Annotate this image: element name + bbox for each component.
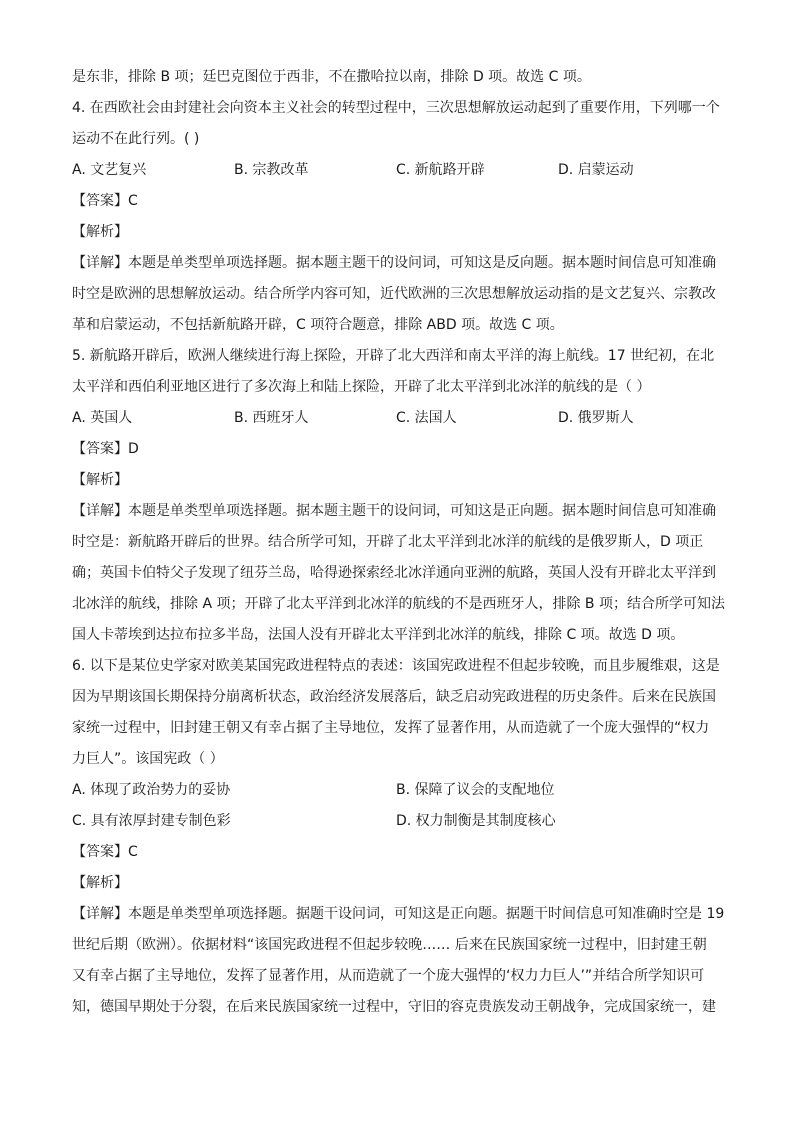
q5-option-a: A. 英国人 xyxy=(72,410,133,426)
q5-detail-line: 国人卡蒂埃到达拉布拉多半岛，法国人没有开辟北太平洋到北冰洋的航线，排除 C 项。故选 D 项。 xyxy=(72,627,685,643)
q5-answer: 【答案】D xyxy=(72,441,139,457)
q6-options-row-1 xyxy=(72,775,722,806)
intro-line: 是东非，排除 B 项；廷巴克图位于西非，不在撒哈拉以南，排除 D 项。故选 C 项。 xyxy=(72,69,591,85)
q6-stem-line: 因为早期该国长期保持分崩离析状态，政治经济发展落后，缺乏启动宪政进程的历史条件。后来在民族国 xyxy=(72,689,716,705)
q6-stem-line: 家统一过程中，旧封建王朝又有幸占据了主导地位，发挥了显著作用，从而造就了一个庞大强悍的“权力 xyxy=(72,720,710,736)
q4-answer: 【答案】C xyxy=(72,193,138,209)
q4-options xyxy=(72,155,722,186)
q5-option-d: D. 俄罗斯人 xyxy=(558,410,634,426)
q6-detail-line: 世纪后期（欧洲）。依据材料“该国宪政进程不但起步较晚…… 后来在民族国家统一过程中，旧封建王朝 xyxy=(72,937,707,953)
q5-detail-line: 【详解】本题是单类型单项选择题。据本题主题干的设问词，可知这是正向题。据本题时间信息可知准确 xyxy=(72,503,716,519)
q5-option-c: C. 法国人 xyxy=(396,410,457,426)
q6-analysis-label: 【解析】 xyxy=(72,875,128,891)
q4-stem-line: 运动不在此行列。( ) xyxy=(72,131,200,147)
q4-detail-line: 革和启蒙运动，不包括新航路开辟，C 项符合题意，排除 ABD 项。故选 C 项。 xyxy=(72,317,564,333)
q6-options-row-2 xyxy=(72,806,722,837)
q4-option-b: B. 宗教改革 xyxy=(234,162,309,178)
q6-option-a: A. 体现了政治势力的妥协 xyxy=(72,782,231,798)
q5-detail-line: 时空是：新航路开辟后的世界。结合所学可知，开辟了北太平洋到北冰洋的航线的是俄罗斯人，D 项正 xyxy=(72,534,704,550)
q6-detail-line: 知，德国早期处于分裂，在后来民族国家统一过程中，守旧的容克贵族发动王朝战争，完成国家统一，建 xyxy=(72,999,716,1015)
q6-option-c: C. 具有浓厚封建专制色彩 xyxy=(72,813,231,829)
q5-stem-line: 太平洋和西伯利亚地区进行了多次海上和陆上探险，开辟了北太平洋到北冰洋的航线的是（ ） xyxy=(72,379,651,395)
q4-analysis-label: 【解析】 xyxy=(72,224,128,240)
q5-detail-line: 北冰洋的航线，排除 A 项；开辟了北太平洋到北冰洋的航线的不是西班牙人，排除 B 项；结合所学可知法 xyxy=(72,596,725,612)
q4-option-c: C. 新航路开辟 xyxy=(396,162,485,178)
q5-detail-line: 确；英国卡伯特父子发现了纽芬兰岛，哈得逊探索经北冰洋通向亚洲的航路，英国人没有开辟北太平洋到 xyxy=(72,565,716,581)
q5-stem-line: 5. 新航路开辟后，欧洲人继续进行海上探险，开辟了北大西洋和南太平洋的海上航线。17 世纪初，在北 xyxy=(72,348,715,364)
q6-detail-line: 又有幸占据了主导地位，发挥了显著作用，从而造就了一个庞大强悍的‘权力力巨人’”并结合所学知识可 xyxy=(72,968,705,984)
q5-analysis-label: 【解析】 xyxy=(72,472,128,488)
q6-detail-line: 【详解】本题是单类型单项选择题。据题干设问词，可知这是正向题。据题干时间信息可知准确时空是 19 xyxy=(72,906,725,922)
q6-option-b: B. 保障了议会的支配地位 xyxy=(396,782,555,798)
q5-option-b: B. 西班牙人 xyxy=(234,410,309,426)
q4-stem-line: 4. 在西欧社会由封建社会向资本主义社会的转型过程中，三次思想解放运动起到了重要作用，下列哪一个 xyxy=(72,100,720,116)
document-page xyxy=(72,62,725,1023)
q6-stem-line: 6. 以下是某位史学家对欧美某国宪政进程特点的表述：该国宪政进程不但起步较晚，而且步履维艰，这是 xyxy=(72,658,720,674)
q4-detail-line: 【详解】本题是单类型单项选择题。据本题主题干的设问词，可知这是反向题。据本题时间信息可知准确 xyxy=(72,255,716,271)
q4-detail-line: 时空是欧洲的思想解放运动。结合所学内容可知，近代欧洲的三次思想解放运动指的是文艺复兴、宗教改 xyxy=(72,286,716,302)
q6-answer: 【答案】C xyxy=(72,844,138,860)
q6-stem-line: 力巨人”。该国宪政（ ） xyxy=(72,751,224,767)
q6-option-d: D. 权力制衡是其制度核心 xyxy=(396,813,556,829)
q4-option-d: D. 启蒙运动 xyxy=(558,162,634,178)
q5-options xyxy=(72,403,722,434)
q4-option-a: A. 文艺复兴 xyxy=(72,162,147,178)
